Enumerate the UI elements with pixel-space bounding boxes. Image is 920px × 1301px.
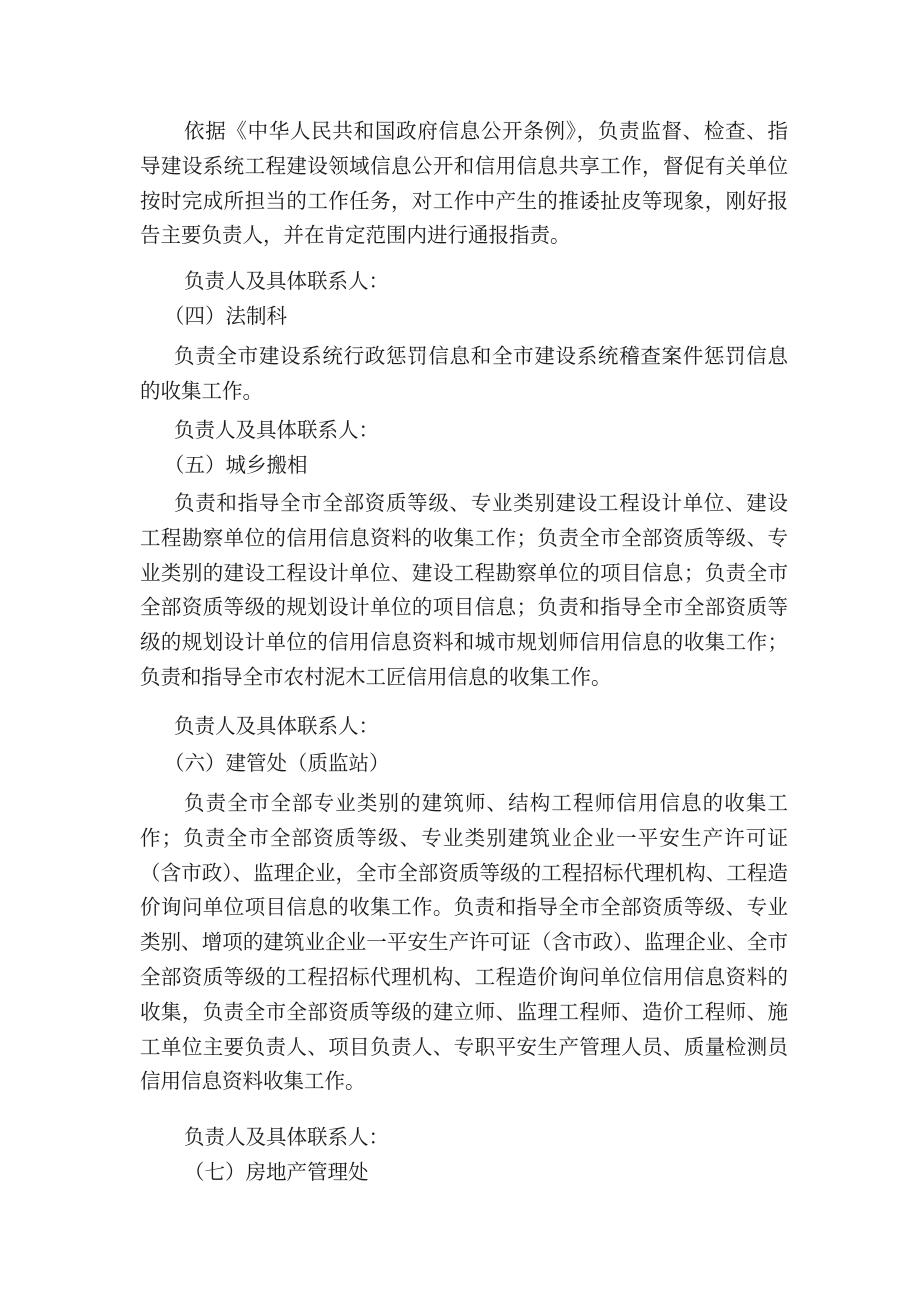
contact-line-3: 负责人及具体联系人： bbox=[174, 714, 379, 738]
contact-line-1: 负责人及具体联系人： bbox=[184, 269, 389, 293]
section-heading-6: （六）建管处（质监站） bbox=[164, 751, 390, 775]
paragraph-urban-rural: 负责和指导全市全部资质等级、专业类别建设工程设计单位、建设工程勘察单位的信用信息资料的收集工作；负责全市全部资质等级、专业类别的建设工程设计单位、建设工程勘察单位的项目信息；负责全市全部资质等级的规划设计单位的项目信息；负责和指导全市全部资质等级的规划设计单位的信用信息资料和城市规划师信用信息的收集工作；负责和指导全市农村泥木工匠信用信息的收集工作。 bbox=[140, 491, 788, 689]
paragraph-legal-section: 负责全市建设系统行政惩罚信息和全市建设系统稽查案件惩罚信息的收集工作。 bbox=[140, 344, 788, 403]
section-heading-5: （五）城乡搬相 bbox=[164, 453, 308, 477]
paragraph-construction-mgmt: 负责全市全部专业类别的建筑师、结构工程师信用信息的收集工作；负责全市全部资质等级、专业类别建筑业企业一平安生产许可证（含市政）、监理企业，全市全部资质等级的工程招标代理机构、工程造价询问单位项目信息的收集工作。负责和指导全市全部资质等级、专业类别、增项的建筑业企业一平安生产许可证（含市政）、监理企业、全市全部资质等级的工程招标代理机构、工程造价询问单位信用信息资料的收集，负责全市全部资质等级的建立师、监理工程师、造价工程师、施工单位主要负责人、项目负责人、专职平安生产管理人员、质量检测员信用信息资料收集工作。 bbox=[140, 791, 788, 1094]
paragraph-info-disclosure: 依据《中华人民共和国政府信息公开条例》，负责监督、检查、指导建设系统工程建设领域信息公开和信用信息共享工作，督促有关单位按时完成所担当的工作任务，对工作中产生的推诿扯皮等现象，刚好报告主要负责人，并在肯定范围内进行通报指责。 bbox=[140, 119, 788, 248]
section-heading-4: （四）法制科 bbox=[164, 304, 287, 328]
section-heading-7: （七）房地产管理处 bbox=[184, 1160, 369, 1184]
contact-line-4: 负责人及具体联系人： bbox=[184, 1125, 389, 1149]
contact-line-2: 负责人及具体联系人： bbox=[174, 418, 379, 442]
